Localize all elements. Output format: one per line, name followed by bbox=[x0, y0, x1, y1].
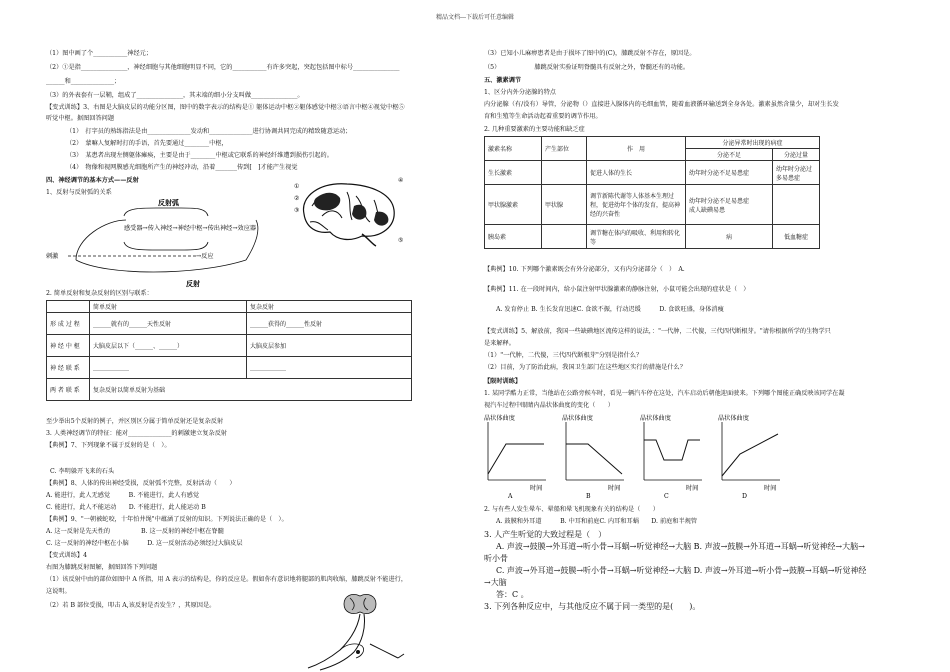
brain-label-2: ② bbox=[294, 195, 300, 202]
section-4-item-2: 2. 简单反射和复杂反射的区别与联系： bbox=[46, 290, 153, 297]
after-table-2: 3. 人类神经调节的特征：能对______________的刺激建立复杂反射 bbox=[46, 430, 228, 437]
variant-4-q2: （2）若 B 部位受损，叩击 A,该反射是否发生？，其原因是。 bbox=[46, 602, 216, 609]
graph-d-xlabel: 时间 bbox=[764, 485, 777, 492]
reflex-arc-diagram bbox=[46, 198, 286, 290]
variant-5-q2: （2）目前，为了防治此病，我国卫生部门在这些地区实行的措施是什么？ bbox=[484, 364, 686, 371]
variant-3b: 听觉中枢。据图回答问题 bbox=[46, 115, 115, 122]
variant-3: 【变式训练】3、右图是大脑皮层的功能分区图，图中的数字表示的结构是① 躯体运动中枢②躯体感觉中枢③语言中枢④视觉中枢⑤ bbox=[46, 104, 405, 111]
graph-c-letter: C bbox=[664, 493, 669, 500]
variant-5b: 是来解释。 bbox=[484, 340, 515, 347]
table-cell: 神 经 联 系 bbox=[47, 357, 90, 379]
variant-3-q2: （2） 蒙嘛人复解时打的手语，首先要通过________中枢， bbox=[66, 140, 228, 147]
section-5-item-2: 2. 几种重要激素的主要功能和缺乏症 bbox=[484, 126, 585, 133]
graph-b-letter: B bbox=[586, 493, 591, 500]
reflex-table-head bbox=[47, 301, 412, 313]
table-row bbox=[47, 335, 412, 357]
table-cell: 两 者 联 系 bbox=[47, 379, 90, 401]
hormone-head-cell: 分泌不足 bbox=[686, 149, 773, 161]
reflex-head-cell: 复杂反射 bbox=[247, 301, 412, 313]
graph-b-ylabel: 晶状体曲度 bbox=[562, 415, 593, 422]
hormone-head-cell: 分泌异常时出现的病症 bbox=[686, 137, 820, 149]
variant-3-q3: （3） 某患者出现左侧躯体瘫痪，主要是由于________中枢或它联系的神经纤维遭到损伤引起的。 bbox=[66, 152, 333, 159]
example-9: 【典例】9、"一朝被蛇咬，十年怕井绳"中蕴涵了反射的知识。下列说法正确的是（ ）。 bbox=[46, 516, 288, 523]
hormone-table bbox=[484, 136, 820, 249]
arc-response: →反应 bbox=[196, 253, 214, 260]
table-cell: 复杂反射以简单反射为基础 bbox=[90, 379, 412, 401]
table-cell: 幼年时分泌过多易患症 bbox=[773, 161, 820, 185]
example-8: 【典例】8、人体的传出神经受损，反射弧不完整，反射活动（ ） bbox=[46, 480, 236, 487]
practice-q3: 3. 人产生听觉的大致过程是（ ） bbox=[484, 530, 607, 539]
table-cell: 幼年时分泌不足易患症 成人缺碘易患 bbox=[686, 185, 773, 225]
table-row bbox=[47, 313, 412, 335]
q-neuron-1: （1）图中画了个___________神经元； bbox=[46, 50, 153, 57]
table-row bbox=[485, 225, 820, 249]
graph-d-letter: D bbox=[742, 493, 747, 500]
practice-q3-answer: 答：C 。 bbox=[496, 590, 529, 599]
example-10: 【典例】10. 下列哪个激素既会有外分泌部分，又有内分泌部分（ ） A. bbox=[484, 266, 685, 273]
example-8-ab: A. 能进行，此人无感觉 B. 不能进行，此人有感觉 bbox=[46, 492, 200, 499]
graph-c-xlabel: 时间 bbox=[686, 485, 699, 492]
table-cell: 甲状腺 bbox=[542, 185, 587, 225]
brain-label-4: ④ bbox=[398, 177, 404, 184]
example-9-cd: C. 这一反射的神经中枢在小脑 D. 这一反射活动必须经过大脑皮层 bbox=[46, 540, 243, 547]
table-cell: 低血糖症 bbox=[773, 225, 820, 249]
variant-5: 【变式训练】5、解放前，我国一些缺碘地区流传这样的说法，："一代肿，二代傻，三代四代断根芽。"请你根据所学的生物学只 bbox=[484, 328, 831, 335]
right-q3: （3）已知小儿麻痹患者是由于损坏了图中的(C)，膝跳反射不存在，原因是。 bbox=[484, 50, 696, 57]
section-4-title: 四、神经调节的基本方式——反射 bbox=[46, 177, 139, 184]
variant-5-q1: （1）"一代肿，二代傻，三代四代断根芽"分别是指什么？ bbox=[484, 352, 643, 359]
practice-q4: 3. 下列各种反应中，与其他反应不属于同一类型的是( )。 bbox=[484, 602, 701, 611]
knee-reflex-figure bbox=[300, 588, 430, 672]
example-8-cd: C. 能进行，此人不能运动 D. 不能进行，此人能运动 B bbox=[46, 504, 206, 511]
table-cell bbox=[542, 161, 587, 185]
practice-q3-cd-2: →大脑 bbox=[484, 578, 507, 587]
reflex-head-cell bbox=[47, 301, 90, 313]
brain-figure bbox=[292, 176, 412, 248]
practice-q2-options: A. 鼓膜和外耳道 B. 中耳和前庭C. 内耳和耳蜗 D. 前庭和半规管 bbox=[496, 518, 698, 525]
variant-3-q1: （1） 打字员的熟练指法是由______________发动和______________进行协调共同完成的精致随意运动； bbox=[66, 128, 352, 135]
example-9-ab: A. 这一反射是先天性的 B. 这一反射的神经中枢在脊髓 bbox=[46, 528, 224, 535]
graph-d bbox=[718, 414, 780, 500]
table-row bbox=[47, 379, 412, 401]
graph-c bbox=[640, 414, 702, 500]
right-q5: （5） 膝跳反射实验证明脊髓具有反射之外，脊髓还有的功能。 bbox=[484, 64, 690, 71]
table-row bbox=[485, 161, 820, 185]
table-cell: 神 经 中 枢 bbox=[47, 335, 90, 357]
table-cell: 大脑皮层以下（______、______） bbox=[90, 335, 247, 357]
practice-q3-cd: C. 声波→外耳道→鼓膜→听小骨→耳蜗→听觉神经→大脑 D. 声波→外耳道→听小骨→鼓膜→耳蜗→听觉神经 bbox=[496, 566, 867, 575]
section-5-title: 五、激素调节 bbox=[484, 77, 522, 84]
table-cell: 幼年时分泌不足易患症 bbox=[686, 161, 773, 185]
table-cell: ______获得的______性反射 bbox=[247, 313, 412, 335]
brain-label-1: ① bbox=[294, 183, 300, 190]
arc-title: 反射弧 bbox=[158, 198, 179, 207]
example-11-options: A. 发育停止 B. 生长发育迅速C. 食欲不振，行动迟缓 D. 食欲旺盛，身体消瘦 bbox=[496, 306, 724, 313]
graph-a-letter: A bbox=[508, 493, 513, 500]
table-cell bbox=[773, 185, 820, 225]
brain-label-5: ⑤ bbox=[398, 237, 404, 244]
hormone-head-row bbox=[485, 137, 820, 149]
graph-d-ylabel: 晶状体曲度 bbox=[718, 415, 749, 422]
timed-practice-title: 【限时训练】 bbox=[484, 378, 522, 385]
table-cell: 胰岛素 bbox=[485, 225, 542, 249]
table-row bbox=[485, 185, 820, 225]
page-header: 精品文档---下载后可任意编辑 bbox=[435, 14, 515, 21]
section-5-text: 内分泌腺（有/没有）导管，分泌物（）直接进入腺体内的毛细血管，随着血液循环输送到全身各处。激素虽然含量少，却对生长发 bbox=[484, 101, 839, 108]
table-cell: ____________ bbox=[90, 357, 247, 379]
practice-q1b: 视汽车过程中眼睛内晶状体曲度的变化（ ） bbox=[484, 402, 614, 409]
table-cell: 甲状腺激素 bbox=[485, 185, 542, 225]
reflex-table bbox=[46, 300, 412, 401]
practice-q3-ab: A. 声波→鼓膜→外耳道→听小骨→耳蜗→听觉神经→大脑 B. 声波→鼓膜→外耳道→耳蜗→听觉神经→大脑→ bbox=[496, 542, 865, 551]
arc-chain: 感受器→传入神经→神经中枢→传出神经→效应器 bbox=[124, 225, 257, 232]
table-cell: 促进人体的生长 bbox=[587, 161, 686, 185]
section-5-item-1: 1、区分内外分泌腺的特点 bbox=[484, 89, 556, 96]
table-cell bbox=[542, 225, 587, 249]
practice-q1: 1. 某同学酷力正常，当他站在公路旁候车时，看见一辆汽车停在这处，汽车启动后朝他迎面驶来。下列哪个图能正确反映该同学在凝 bbox=[484, 390, 845, 397]
variant-4-q1: （1）该反射中由的部位如图中 A 所指，用 A 表示的结构是，你的反应是。假如你有意识地将腿部的肌肉收缩，膝跳反射不能进行， bbox=[46, 576, 408, 583]
graph-a bbox=[484, 414, 546, 500]
reflex-head-cell: 简单反射 bbox=[90, 301, 247, 313]
table-cell: ______就有的______天性反射 bbox=[90, 313, 247, 335]
example-7-c: C. 李明躲开飞来的石头 bbox=[50, 468, 115, 475]
table-cell: 大脑皮层参加 bbox=[247, 335, 412, 357]
variant-4: 【变式训练】4 bbox=[46, 552, 88, 559]
lens-graphs bbox=[484, 414, 784, 500]
variant-3-q4: （4） 物像和视网膜感光细胞所产生的神经冲动，沿着_______传到[ ]才能产生视觉 bbox=[66, 164, 298, 171]
example-11: 【典例】11. 在一段时间内，给小鼠注射甲状腺激素的静脉注射，小鼠可能会出现的症状是（ ） bbox=[484, 286, 750, 293]
q-neuron-3: （3）的外表套有一层鞘，组成了_______________，其末端的细小分支叫做_______________。 bbox=[46, 92, 304, 99]
brain-label-3: ③ bbox=[294, 207, 300, 214]
table-cell: 调节糖在体内的吸收、利用和转化等 bbox=[587, 225, 686, 249]
table-cell: 形 成 过 程 bbox=[47, 313, 90, 335]
graph-a-ylabel: 晶状体曲度 bbox=[484, 415, 515, 422]
table-cell: 生长激素 bbox=[485, 161, 542, 185]
hormone-head-cell: 产生部位 bbox=[542, 137, 587, 161]
q-neuron-2b: ______和______________； bbox=[46, 78, 121, 85]
hormone-head-cell: 作 用 bbox=[587, 137, 686, 161]
graph-a-xlabel: 时间 bbox=[530, 485, 543, 492]
table-cell: 病 bbox=[686, 225, 773, 249]
variant-4-intro: 右图为膝跳反射图解，据图回答下列问题 bbox=[46, 564, 158, 571]
practice-q3-ab-2: 听小骨 bbox=[484, 554, 508, 563]
graph-b bbox=[562, 414, 624, 500]
hormone-head-cell: 激素名称 bbox=[485, 137, 542, 161]
section-4-item-1: 1、反射与反射弧的关系 bbox=[46, 189, 112, 196]
table-row bbox=[47, 357, 412, 379]
table-cell: ____________ bbox=[247, 357, 412, 379]
table-cell: 调节新陈代谢等人体基本生理过程，促进幼年个体的发育，提高神经的兴奋性 bbox=[587, 185, 686, 225]
practice-q2: 2. 与有些人发生晕车、晕船和晕飞机现象有关的结构是（ ） bbox=[484, 506, 659, 513]
arc-bottom: 反射 bbox=[186, 279, 200, 288]
after-table-1: 至少举出5个反射的例子，并区别区分属于简单反射还是复杂反射 bbox=[46, 418, 224, 425]
variant-4-q1b: 这说明。 bbox=[46, 588, 71, 595]
graph-c-ylabel: 晶状体曲度 bbox=[640, 415, 671, 422]
q-neuron-2: （2）①是指_______________，神经细胞与其他细胞明显不同，它的___________有许多突起，突起包括图中标号_______________ bbox=[46, 64, 400, 71]
hormone-head-cell: 分泌过量 bbox=[773, 149, 820, 161]
section-5-text-2: 育和生殖等生命活动起着重要的调节作用。 bbox=[484, 113, 602, 120]
arc-stimulus: 刺激 bbox=[46, 253, 59, 260]
example-7: 【典例】7、下列现象不属于反射的是（ ）。 bbox=[46, 442, 171, 449]
graph-b-xlabel: 时间 bbox=[608, 485, 621, 492]
